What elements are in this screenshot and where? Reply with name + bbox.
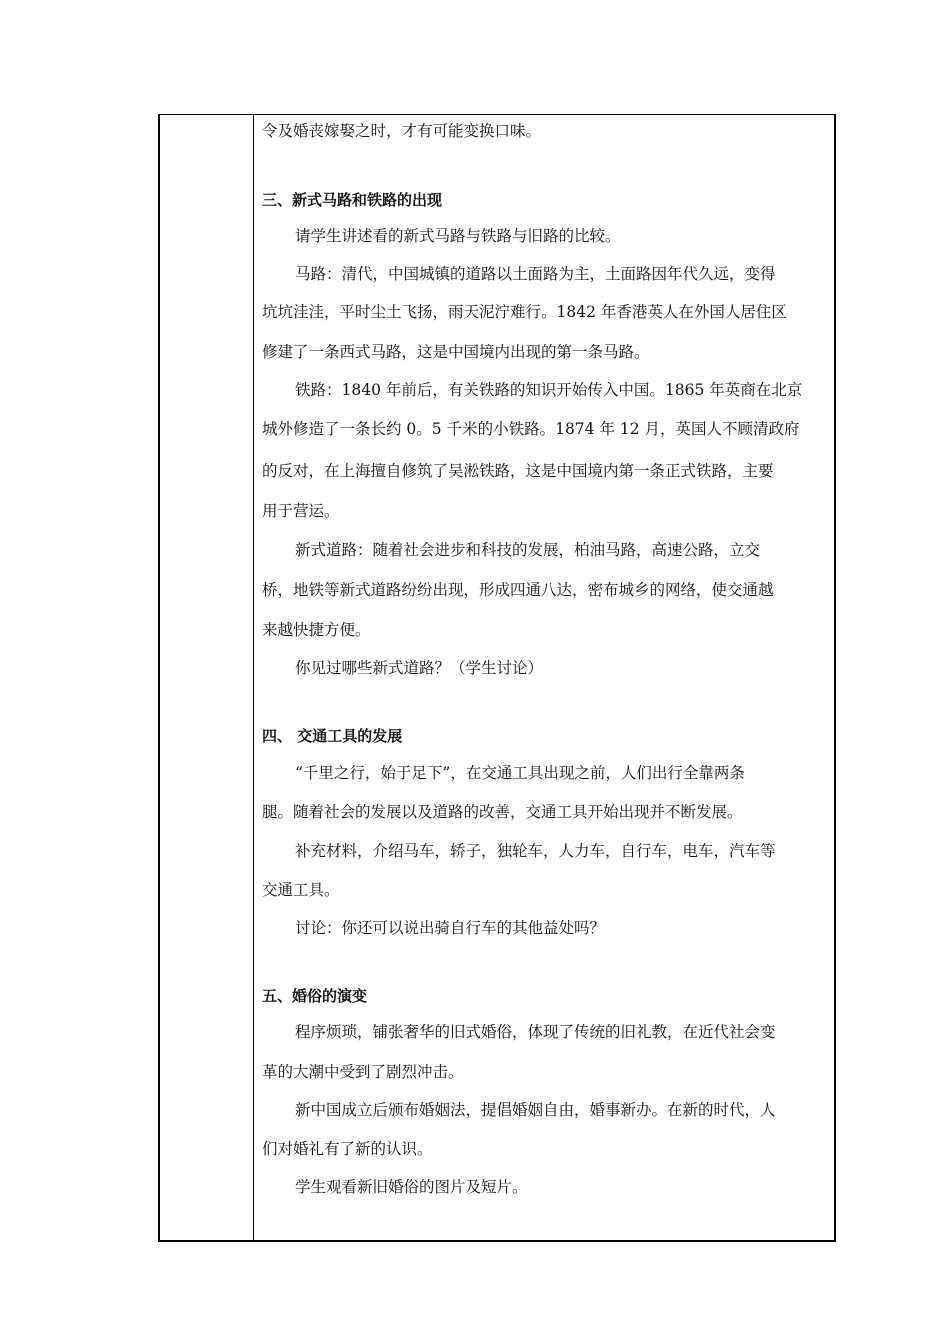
text-line: 坑坑洼洼，平时尘土飞扬，雨天泥泞难行。1842 年香港英人在外国人居住区 — [262, 303, 787, 321]
text-line: 的反对，在上海擅自修筑了吴淞铁路，这是中国境内第一条正式铁路，主要 — [262, 462, 774, 480]
section-heading-4: 四、 交通工具的发展 — [262, 727, 403, 745]
text-line: 讨论：你还可以说出骑自行车的其他益处吗？ — [295, 919, 606, 937]
text-line: 们对婚礼有了新的认识。 — [262, 1140, 433, 1158]
text-line: 铁路：1840 年前后，有关铁路的知识开始传入中国。1865 年英商在北京 — [295, 381, 803, 399]
text-line: 交通工具。 — [262, 881, 340, 899]
column-divider — [253, 114, 254, 1242]
text-line: 学生观看新旧婚俗的图片及短片。 — [295, 1178, 528, 1196]
text-line: 补充材料，介绍马车，轿子，独轮车，人力车，自行车，电车，汽车等 — [295, 842, 776, 860]
text-line: 你见过哪些新式道路？（学生讨论） — [295, 659, 544, 677]
section-heading-3: 三、新式马路和铁路的出现 — [262, 191, 443, 209]
text-line: 程序烦琐，铺张奢华的旧式婚俗，体现了传统的旧礼教，在近代社会变 — [295, 1023, 776, 1041]
text-line: 新中国成立后颁布婚姻法，提倡婚姻自由，婚事新办。在新的时代，人 — [295, 1101, 776, 1119]
text-line: 修建了一条西式马路，这是中国境内出现的第一条马路。 — [262, 343, 650, 361]
section-heading-5: 五、婚俗的演变 — [262, 987, 368, 1005]
text-line: 革的大潮中受到了剧烈冲击。 — [262, 1063, 464, 1081]
text-line: 城外修造了一条长约 0。5 千米的小铁路。1874 年 12 月，英国人不顾清政府 — [262, 420, 800, 438]
text-line: 请学生讲述看的新式马路与铁路与旧路的比较。 — [295, 227, 621, 245]
text-line: 令及婚丧嫁娶之时，才有可能变换口味。 — [262, 122, 542, 140]
text-line: 用于营运。 — [262, 502, 340, 520]
text-line: 新式道路：随着社会进步和科技的发展，柏油马路，高速公路，立交 — [295, 541, 761, 559]
text-line: 桥，地铁等新式道路纷纷出现，形成四通八达，密布城乡的网络，使交通越 — [262, 581, 774, 599]
text-line: 马路：清代，中国城镇的道路以土面路为主，土面路因年代久远，变得 — [295, 265, 776, 283]
text-line: “千里之行，始于足下”，在交通工具出现之前，人们出行全靠两条 — [295, 764, 745, 782]
text-line: 来越快捷方便。 — [262, 621, 371, 639]
text-line: 腿。随着社会的发展以及道路的改善，交通工具开始出现并不断发展。 — [262, 803, 743, 821]
